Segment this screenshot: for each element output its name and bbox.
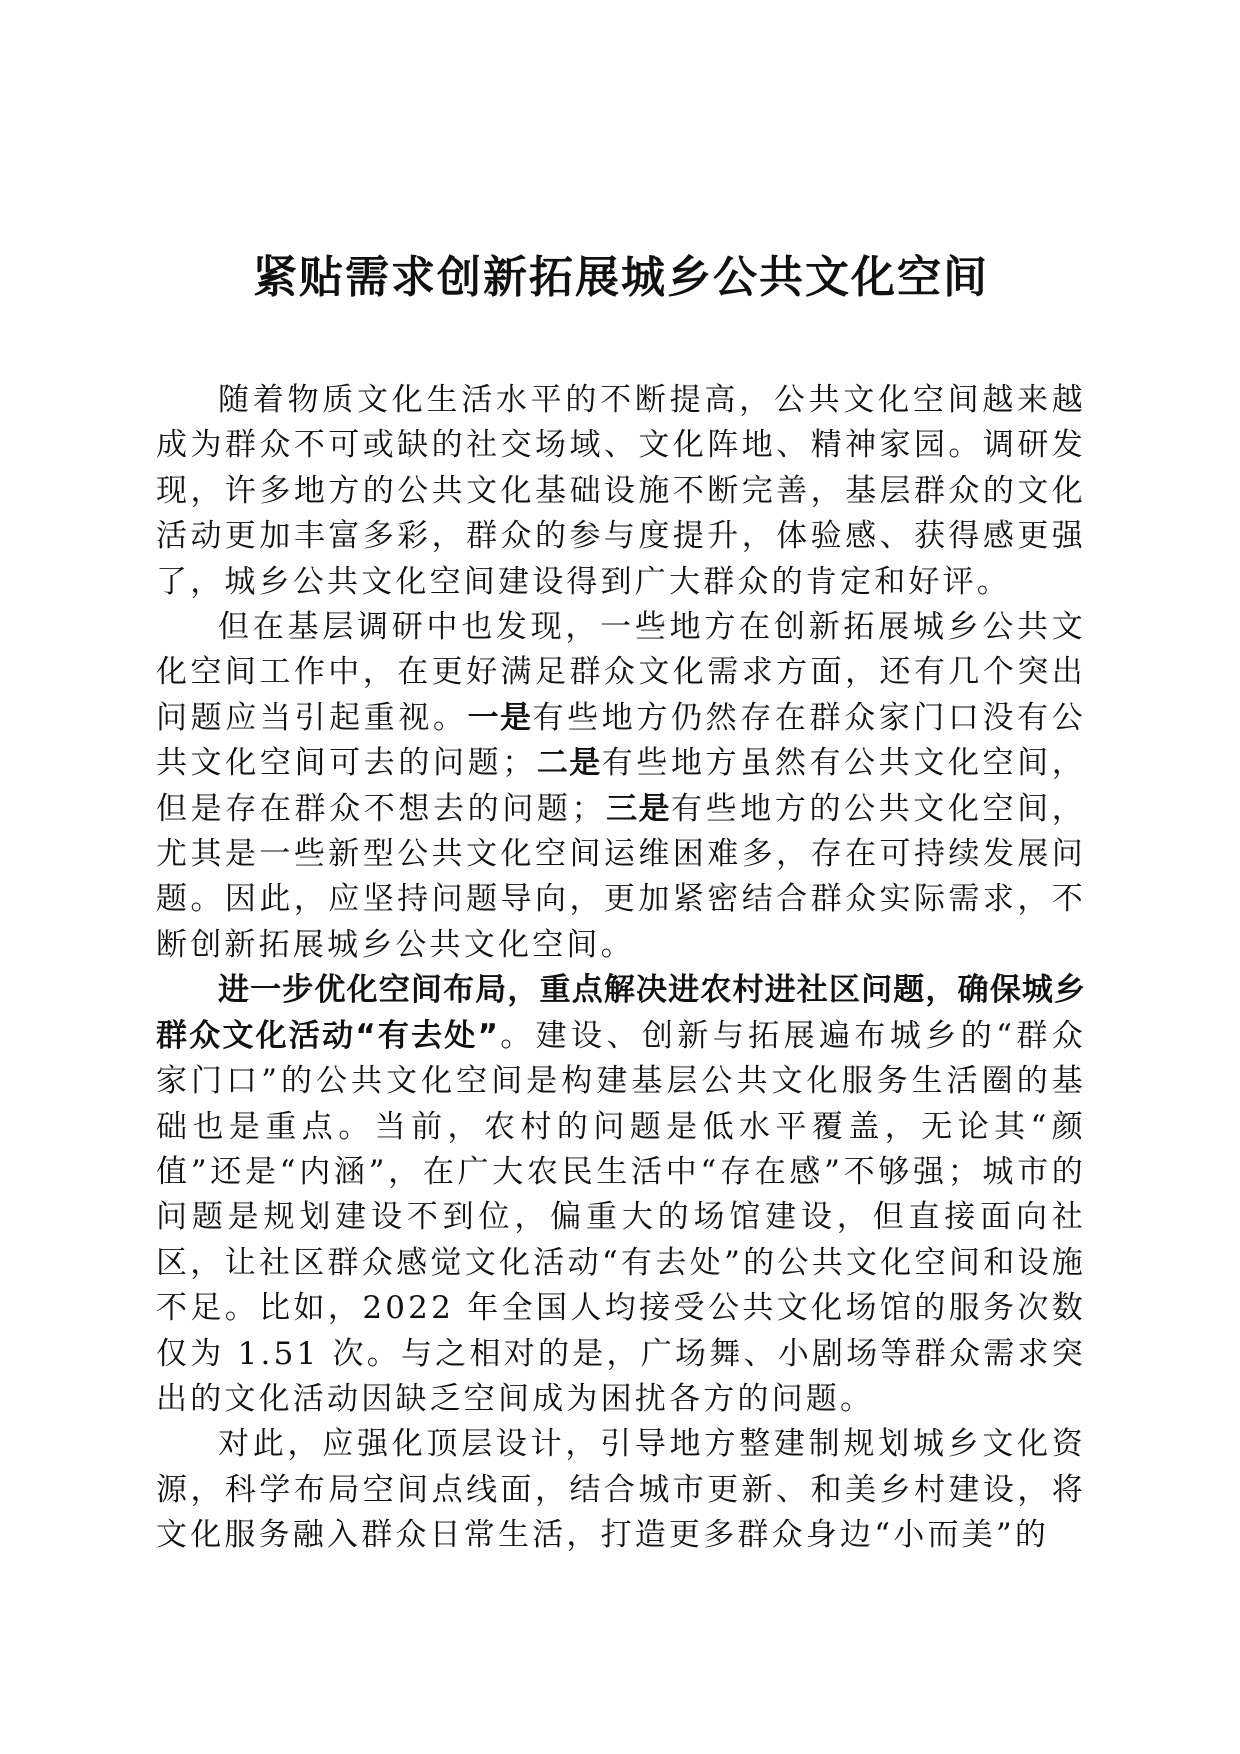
- point-two-label: 二是: [536, 745, 602, 782]
- document-title: 紧贴需求创新拓展城乡公共文化空间: [253, 252, 989, 303]
- document-body: [156, 378, 1086, 1559]
- paragraph-2: [156, 605, 1086, 968]
- paragraph-3: [156, 968, 1086, 1422]
- paragraph-2-intro: 但在基层调研中也发现，一些地方在创新拓展城乡公共文化空间工作中，在更好满足群众文化需求方面，还有几个突出问题应当引起重视。: [156, 609, 1086, 736]
- point-two-text: 有些地方虽然有公共文化空间，但是存在群众不想去的问题；: [156, 745, 1087, 827]
- point-one-label: 一是: [467, 699, 533, 736]
- paragraph-1: 随着物质文化生活水平的不断提高，公共文化空间越来越成为群众不可或缺的社交场域、文化阵地、精神家园。调研发现，许多地方的公共文化基础设施不断完善，基层群众的文化活动更加丰富多彩，群众的参与度提升，体验感、获得感更强了，城乡公共文化空间建设得到广大群众的肯定和好评。: [156, 382, 1086, 600]
- point-one-text: 有些地方仍然存在群众家门口没有公共文化空间可去的问题；: [156, 699, 1087, 782]
- point-three-text: 有些地方的公共文化空间，尤其是一些新型公共文化空间运维困难多，存在可持续发展问题。因此，应坚持问题导向，更加紧密结合群众实际需求，不断创新拓展城乡公共文化空间。: [156, 790, 1086, 963]
- section-heading: 进一步优化空间布局，重点解决进农村进社区问题，确保城乡群众文化活动“有去处”: [156, 972, 1086, 1054]
- paragraph-3-text: 。建设、创新与拓展遍布城乡的“群众家门口”的公共文化空间是构建基层公共文化服务生活圈的基础也是重点。当前，农村的问题是低水平覆盖，无论其“颜值”还是“内涵”，在广大农民生活中“存在感”不够强；城市的问题是规划建设不到位，偏重大的场馆建设，但直接面向社区，让社区群众感觉文化活动“有去处”的公共文化空间和设施不足。比如，2022 年全国人均接受公共文化场馆的服务次数仅为 1.51 次。与之相对的是，广场舞、小剧场等群众需求突出的文化活动因缺乏空间成为困扰各方的问题。: [156, 1017, 1087, 1417]
- point-three-label: 三是: [605, 790, 671, 827]
- paragraph-4: 对此，应强化顶层设计，引导地方整建制规划城乡文化资源，科学布局空间点线面，结合城市更新、和美乡村建设，将文化服务融入群众日常生活，打造更多群众身边“小而美”的: [156, 1426, 1086, 1554]
